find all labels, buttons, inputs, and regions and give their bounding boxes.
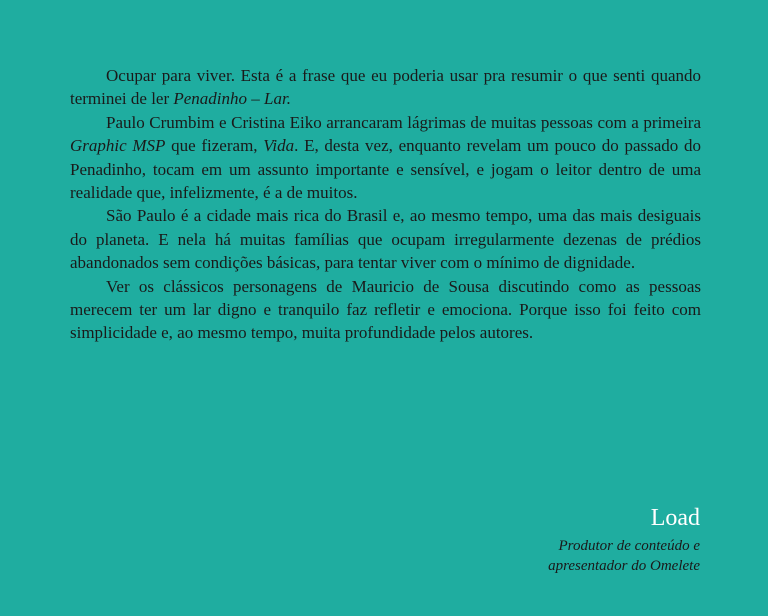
italic-title: Graphic MSP (70, 136, 166, 156)
paragraph (70, 64, 701, 111)
text-run: São Paulo é a cidade mais rica do Brasil e, ao mesmo tempo, uma das mais desiguais do planeta. E nela há muitas famílias que ocupam irregularmente dezenas de prédios abandonados sem condições básicas, para tentar viver com o mínimo de dignidade. (70, 206, 701, 273)
signature-block (548, 504, 700, 576)
paragraph (70, 275, 701, 345)
paragraph (70, 204, 701, 274)
text-run: que fizeram, (165, 136, 264, 156)
text-run: Ver os clássicos personagens de Mauricio de Sousa discutindo como as pessoas merecem ter um lar digno e tranquilo faz refletir e emociona. Porque isso foi feito com simplicidade e, ao mesmo tempo, muita profundidade pelos autores. (70, 276, 701, 343)
author-role-line-2: apresentador do Omelete (548, 558, 700, 574)
author-role-line-1: Produtor de conteúdo e (558, 538, 700, 554)
text-run: Ocupar para viver. Esta é a frase que eu poderia usar pra resumir o que senti quando terminei de ler (70, 66, 701, 109)
review-text (70, 64, 701, 345)
text-run: . E, desta vez, enquanto revelam um pouco do passado do Penadinho, tocam em um assunto importante e sensível, e jogam o leitor dentro de uma realidade que, infelizmente, é a de muitos. (70, 136, 701, 203)
text-run: Paulo Crumbim e Cristina Eiko arrancaram lágrimas de muitas pessoas com a primeira (106, 112, 701, 132)
paragraph (70, 111, 701, 205)
author-name: Load (650, 505, 700, 531)
author-role (548, 536, 700, 576)
italic-title: Vida (263, 136, 295, 156)
italic-title: Penadinho – Lar. (173, 89, 291, 109)
